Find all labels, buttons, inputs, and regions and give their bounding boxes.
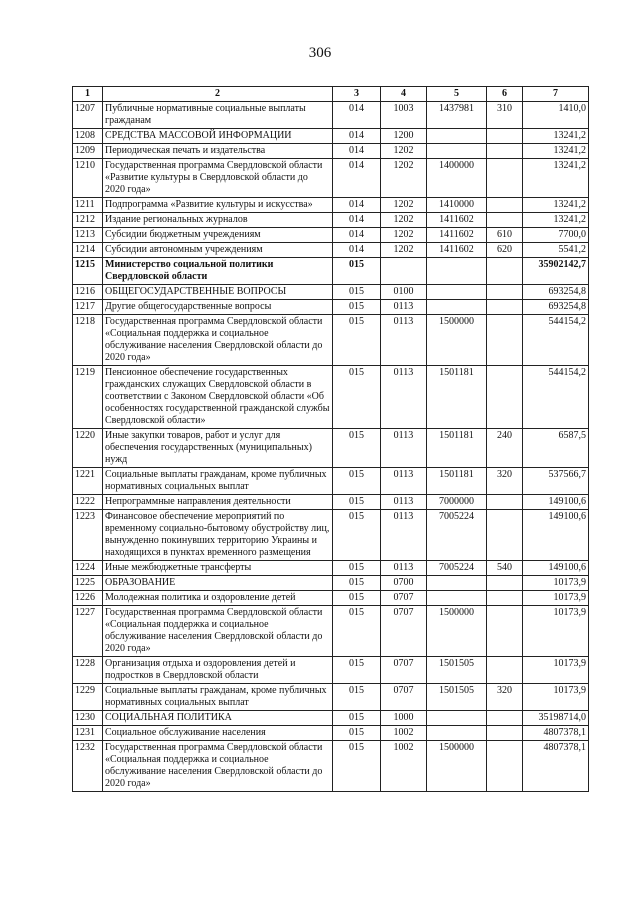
row-code-ministry: 015 (333, 561, 381, 576)
row-name: ОБРАЗОВАНИЕ (103, 576, 333, 591)
row-code-expense-type (487, 606, 523, 657)
table-row (73, 429, 589, 468)
table-row (73, 144, 589, 159)
row-name: Пенсионное обеспечение государственных гражданских служащих Свердловской области в соответствии с Законом Свердловской области «Об особенностях государственной гражданской службы Свердловской области» (103, 366, 333, 429)
row-amount: 10173,9 (523, 684, 589, 711)
column-header: 1 (73, 87, 103, 102)
row-code-expense-type (487, 657, 523, 684)
row-code-expense-type (487, 258, 523, 285)
row-code-expense-type: 320 (487, 468, 523, 495)
row-code-target: 1411602 (427, 228, 487, 243)
row-name: Другие общегосударственные вопросы (103, 300, 333, 315)
row-number: 1224 (73, 561, 103, 576)
row-code-section: 1202 (381, 243, 427, 258)
row-number: 1231 (73, 726, 103, 741)
row-amount: 10173,9 (523, 657, 589, 684)
row-name: Государственная программа Свердловской области «Развитие культуры в Свердловской области до 2020 года» (103, 159, 333, 198)
row-code-ministry: 015 (333, 285, 381, 300)
row-code-expense-type (487, 711, 523, 726)
row-code-expense-type: 620 (487, 243, 523, 258)
row-amount: 4807378,1 (523, 741, 589, 792)
row-amount: 10173,9 (523, 606, 589, 657)
row-code-section: 0707 (381, 591, 427, 606)
row-amount: 149100,6 (523, 510, 589, 561)
row-code-target: 1410000 (427, 198, 487, 213)
table-row (73, 561, 589, 576)
row-code-ministry: 014 (333, 213, 381, 228)
table-row (73, 726, 589, 741)
table-row (73, 213, 589, 228)
row-amount: 149100,6 (523, 495, 589, 510)
row-code-expense-type (487, 576, 523, 591)
row-amount: 35902142,7 (523, 258, 589, 285)
row-code-ministry: 014 (333, 144, 381, 159)
row-code-ministry: 015 (333, 495, 381, 510)
row-number: 1222 (73, 495, 103, 510)
row-code-section: 0700 (381, 576, 427, 591)
row-code-target: 7005224 (427, 510, 487, 561)
row-amount: 693254,8 (523, 300, 589, 315)
row-name: Социальные выплаты гражданам, кроме публичных нормативных социальных выплат (103, 468, 333, 495)
row-code-section: 1002 (381, 741, 427, 792)
row-code-target: 1500000 (427, 741, 487, 792)
row-amount: 1410,0 (523, 102, 589, 129)
row-name: Социальные выплаты гражданам, кроме публичных нормативных социальных выплат (103, 684, 333, 711)
row-name: Подпрограмма «Развитие культуры и искусства» (103, 198, 333, 213)
row-amount: 537566,7 (523, 468, 589, 495)
row-name: Государственная программа Свердловской области «Социальная поддержка и социальное обслуживание населения Свердловской области до 2020 года» (103, 315, 333, 366)
row-code-target (427, 144, 487, 159)
row-code-target (427, 711, 487, 726)
row-code-ministry: 015 (333, 258, 381, 285)
row-name: Периодическая печать и издательства (103, 144, 333, 159)
row-code-target (427, 576, 487, 591)
row-code-ministry: 015 (333, 576, 381, 591)
row-code-ministry: 015 (333, 591, 381, 606)
row-amount: 35198714,0 (523, 711, 589, 726)
row-code-expense-type (487, 510, 523, 561)
row-code-section (381, 258, 427, 285)
row-code-section: 1003 (381, 102, 427, 129)
column-header: 5 (427, 87, 487, 102)
table-row (73, 243, 589, 258)
budget-table (72, 86, 589, 792)
table-row (73, 258, 589, 285)
row-number: 1211 (73, 198, 103, 213)
row-code-section: 1002 (381, 726, 427, 741)
table-row (73, 468, 589, 495)
row-code-ministry: 015 (333, 741, 381, 792)
row-code-expense-type (487, 741, 523, 792)
table-row (73, 657, 589, 684)
table-row (73, 711, 589, 726)
row-name: Субсидии автономным учреждениям (103, 243, 333, 258)
row-amount: 13241,2 (523, 129, 589, 144)
row-code-section: 0113 (381, 468, 427, 495)
row-code-section: 0100 (381, 285, 427, 300)
table-row (73, 198, 589, 213)
table-row (73, 102, 589, 129)
row-code-section: 0707 (381, 657, 427, 684)
row-name: Иные закупки товаров, работ и услуг для обеспечения государственных (муниципальных) нужд (103, 429, 333, 468)
row-code-ministry: 015 (333, 510, 381, 561)
row-code-expense-type (487, 159, 523, 198)
row-number: 1215 (73, 258, 103, 285)
row-name: Иные межбюджетные трансферты (103, 561, 333, 576)
row-code-ministry: 015 (333, 684, 381, 711)
column-header: 7 (523, 87, 589, 102)
row-name: Непрограммные направления деятельности (103, 495, 333, 510)
table-row (73, 510, 589, 561)
row-number: 1225 (73, 576, 103, 591)
row-code-expense-type (487, 591, 523, 606)
row-code-target: 7005224 (427, 561, 487, 576)
row-amount: 5541,2 (523, 243, 589, 258)
row-amount: 4807378,1 (523, 726, 589, 741)
row-code-section: 0113 (381, 510, 427, 561)
row-code-ministry: 015 (333, 657, 381, 684)
row-name: СОЦИАЛЬНАЯ ПОЛИТИКА (103, 711, 333, 726)
row-code-target (427, 726, 487, 741)
row-code-expense-type (487, 129, 523, 144)
row-code-target: 7000000 (427, 495, 487, 510)
row-code-ministry: 014 (333, 159, 381, 198)
row-code-ministry: 014 (333, 198, 381, 213)
row-code-expense-type (487, 198, 523, 213)
row-code-ministry: 015 (333, 468, 381, 495)
page-number: 306 (308, 45, 332, 61)
row-number: 1213 (73, 228, 103, 243)
row-code-target: 1501181 (427, 468, 487, 495)
row-code-ministry: 015 (333, 726, 381, 741)
row-code-ministry: 015 (333, 366, 381, 429)
column-header: 6 (487, 87, 523, 102)
column-header: 3 (333, 87, 381, 102)
row-number: 1210 (73, 159, 103, 198)
row-code-target (427, 300, 487, 315)
row-code-section: 0113 (381, 366, 427, 429)
row-number: 1212 (73, 213, 103, 228)
row-amount: 149100,6 (523, 561, 589, 576)
row-code-target (427, 285, 487, 300)
row-number: 1214 (73, 243, 103, 258)
table-header-row (73, 87, 589, 102)
row-name: Государственная программа Свердловской области «Социальная поддержка и социальное обслуживание населения Свердловской области до 2020 года» (103, 741, 333, 792)
row-code-target (427, 258, 487, 285)
row-code-ministry: 015 (333, 711, 381, 726)
table-row (73, 129, 589, 144)
row-code-target (427, 591, 487, 606)
row-code-section: 1000 (381, 711, 427, 726)
row-amount: 10173,9 (523, 591, 589, 606)
row-code-section: 0113 (381, 495, 427, 510)
row-code-target: 1501181 (427, 366, 487, 429)
row-code-section: 0113 (381, 561, 427, 576)
row-amount: 6587,5 (523, 429, 589, 468)
row-code-expense-type: 310 (487, 102, 523, 129)
table-row (73, 684, 589, 711)
row-amount: 13241,2 (523, 198, 589, 213)
row-number: 1226 (73, 591, 103, 606)
column-header: 2 (103, 87, 333, 102)
row-code-section: 1202 (381, 144, 427, 159)
row-code-target (427, 129, 487, 144)
row-number: 1221 (73, 468, 103, 495)
table-row (73, 366, 589, 429)
row-name: Организация отдыха и оздоровления детей и подростков в Свердловской области (103, 657, 333, 684)
row-code-target: 1500000 (427, 606, 487, 657)
row-number: 1219 (73, 366, 103, 429)
row-code-ministry: 014 (333, 102, 381, 129)
row-code-section: 1202 (381, 228, 427, 243)
row-amount: 10173,9 (523, 576, 589, 591)
row-code-section: 1200 (381, 129, 427, 144)
row-code-target: 1411602 (427, 213, 487, 228)
row-code-expense-type: 610 (487, 228, 523, 243)
table-row (73, 591, 589, 606)
row-code-expense-type (487, 495, 523, 510)
row-name: Социальное обслуживание населения (103, 726, 333, 741)
row-amount: 544154,2 (523, 315, 589, 366)
row-code-ministry: 015 (333, 315, 381, 366)
row-code-expense-type (487, 726, 523, 741)
row-code-expense-type: 240 (487, 429, 523, 468)
row-number: 1223 (73, 510, 103, 561)
row-number: 1216 (73, 285, 103, 300)
row-number: 1209 (73, 144, 103, 159)
row-amount: 13241,2 (523, 144, 589, 159)
row-code-section: 1202 (381, 198, 427, 213)
row-number: 1232 (73, 741, 103, 792)
row-code-section: 0707 (381, 606, 427, 657)
row-name: СРЕДСТВА МАССОВОЙ ИНФОРМАЦИИ (103, 129, 333, 144)
row-code-ministry: 014 (333, 228, 381, 243)
row-code-section: 0113 (381, 300, 427, 315)
row-code-target: 1501181 (427, 429, 487, 468)
row-number: 1217 (73, 300, 103, 315)
row-name: ОБЩЕГОСУДАРСТВЕННЫЕ ВОПРОСЫ (103, 285, 333, 300)
row-code-expense-type (487, 144, 523, 159)
row-name: Публичные нормативные социальные выплаты гражданам (103, 102, 333, 129)
table-row (73, 228, 589, 243)
row-name: Государственная программа Свердловской области «Социальная поддержка и социальное обслуживание населения Свердловской области до 2020 года» (103, 606, 333, 657)
row-code-ministry: 015 (333, 606, 381, 657)
row-name: Финансовое обеспечение мероприятий по временному социально-бытовому обустройству лиц, вынужденно покинувших территорию Украины и находящихся в пунктах временного размещения (103, 510, 333, 561)
table-row (73, 495, 589, 510)
table-row (73, 159, 589, 198)
row-name: Издание региональных журналов (103, 213, 333, 228)
table-row (73, 576, 589, 591)
column-header: 4 (381, 87, 427, 102)
row-code-section: 0113 (381, 429, 427, 468)
row-code-target: 1500000 (427, 315, 487, 366)
table-row (73, 741, 589, 792)
row-code-expense-type (487, 300, 523, 315)
row-code-target: 1437981 (427, 102, 487, 129)
row-amount: 13241,2 (523, 159, 589, 198)
row-number: 1220 (73, 429, 103, 468)
table-row (73, 300, 589, 315)
row-amount: 544154,2 (523, 366, 589, 429)
row-code-ministry: 014 (333, 129, 381, 144)
row-amount: 7700,0 (523, 228, 589, 243)
row-code-section: 0113 (381, 315, 427, 366)
row-code-section: 0707 (381, 684, 427, 711)
row-code-expense-type: 540 (487, 561, 523, 576)
row-number: 1208 (73, 129, 103, 144)
row-number: 1218 (73, 315, 103, 366)
row-amount: 13241,2 (523, 213, 589, 228)
row-code-expense-type: 320 (487, 684, 523, 711)
row-code-target: 1501505 (427, 684, 487, 711)
row-number: 1207 (73, 102, 103, 129)
table-row (73, 315, 589, 366)
row-code-ministry: 014 (333, 243, 381, 258)
row-name: Министерство социальной политики Свердловской области (103, 258, 333, 285)
row-code-expense-type (487, 366, 523, 429)
row-code-expense-type (487, 285, 523, 300)
table-row (73, 606, 589, 657)
row-amount: 693254,8 (523, 285, 589, 300)
row-name: Молодежная политика и оздоровление детей (103, 591, 333, 606)
row-number: 1228 (73, 657, 103, 684)
row-code-ministry: 015 (333, 429, 381, 468)
row-number: 1229 (73, 684, 103, 711)
row-code-target: 1400000 (427, 159, 487, 198)
row-code-target: 1501505 (427, 657, 487, 684)
row-code-target: 1411602 (427, 243, 487, 258)
row-code-section: 1202 (381, 213, 427, 228)
row-code-section: 1202 (381, 159, 427, 198)
row-code-expense-type (487, 213, 523, 228)
row-code-expense-type (487, 315, 523, 366)
row-name: Субсидии бюджетным учреждениям (103, 228, 333, 243)
table-row (73, 285, 589, 300)
row-number: 1227 (73, 606, 103, 657)
row-number: 1230 (73, 711, 103, 726)
row-code-ministry: 015 (333, 300, 381, 315)
